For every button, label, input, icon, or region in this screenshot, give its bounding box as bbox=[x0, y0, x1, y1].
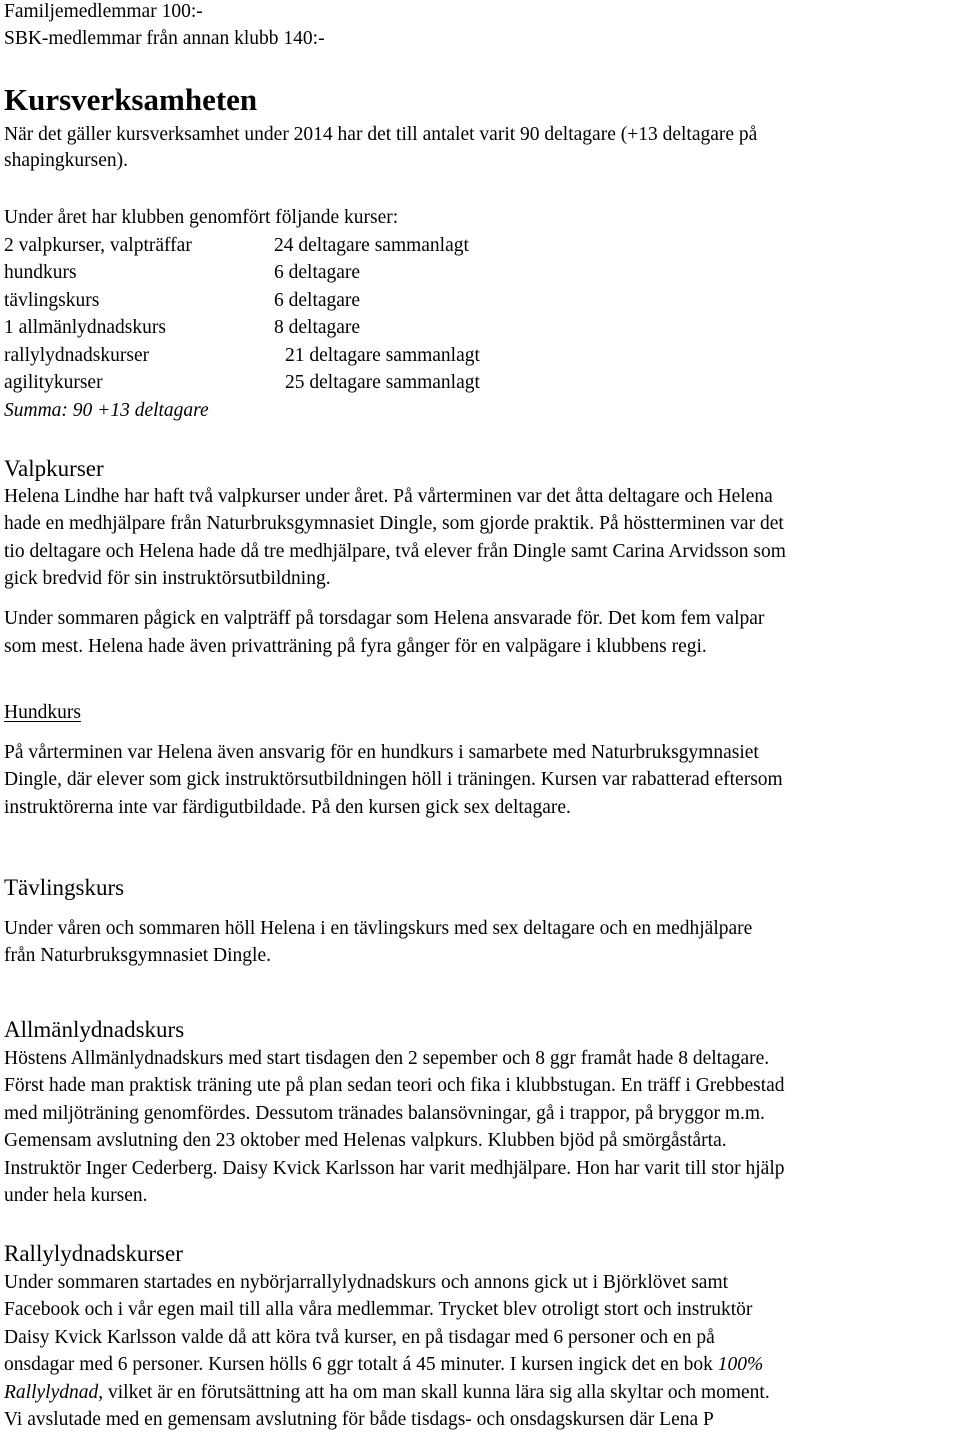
paragraph-line: Instruktör Inger Cederberg. Daisy Kvick Karlsson har varit medhjälpare. Hon har varit till stor hjälp bbox=[4, 1158, 785, 1179]
paragraph-line: Vi avslutade med en gemensam avslutning för både tisdags- och onsdagskursen där Lena P bbox=[4, 1409, 714, 1430]
course-name: 1 allmänlydnadskurs bbox=[4, 317, 166, 338]
paragraph-line: Först hade man praktisk träning ute på plan sedan teori och fika i klubbstugan. En träff i Grebbestad bbox=[4, 1075, 785, 1096]
paragraph-line: som mest. Helena hade även privatträning på fyra gånger för en valpägare i klubbens regi. bbox=[4, 636, 707, 657]
section-heading: Rallylydnadskurser bbox=[4, 1241, 183, 1266]
paragraph-text: , vilket är en förutsättning att ha om man skall kunna lära sig alla skyltar och moment. bbox=[98, 1382, 770, 1403]
book-title-part: 100% bbox=[717, 1354, 764, 1375]
section-heading: Tävlingskurs bbox=[4, 875, 125, 900]
course-row bbox=[4, 236, 956, 256]
paragraph-line: från Naturbruksgymnasiet Dingle. bbox=[4, 945, 271, 966]
course-name: hundkurs bbox=[4, 262, 77, 283]
fee-line: SBK-medlemmar från annan klubb 140:- bbox=[4, 28, 325, 49]
paragraph-line: Gemensam avslutning den 23 oktober med Helenas valpkurs. Klubben bjöd på smörgåstårta. bbox=[4, 1130, 727, 1151]
paragraph-line: Daisy Kvick Karlsson valde då att köra två kurser, en på tisdagar med 6 personer och en på bbox=[4, 1327, 715, 1348]
paragraph-line bbox=[4, 1355, 763, 1375]
course-row bbox=[4, 291, 956, 311]
course-name: agilitykurser bbox=[4, 372, 103, 393]
paragraph-line: instruktörerna inte var färdigutbildade. På den kursen gick sex deltagare. bbox=[4, 797, 571, 818]
course-count: 8 deltagare bbox=[274, 317, 361, 338]
course-name: rallylydnadskurser bbox=[4, 345, 150, 366]
course-row bbox=[4, 346, 956, 366]
paragraph-line: Under sommaren startades en nybörjarrallylydnadskurs och annons gick ut i Björklövet samt bbox=[4, 1272, 729, 1293]
course-name: 2 valpkurser, valpträffar bbox=[4, 235, 192, 256]
section-heading: Hundkurs bbox=[4, 702, 81, 723]
course-summary: Summa: 90 +13 deltagare bbox=[4, 400, 209, 421]
paragraph-line bbox=[4, 1383, 770, 1403]
paragraph-line: Under sommaren pågick en valpträff på torsdagar som Helena ansvarade för. Det kom fem valpar bbox=[4, 608, 765, 629]
course-count: 6 deltagare bbox=[274, 262, 361, 283]
course-count: 21 deltagare sammanlagt bbox=[285, 345, 480, 366]
course-row bbox=[4, 373, 956, 393]
course-count: 6 deltagare bbox=[274, 290, 361, 311]
paragraph-line: När det gäller kursverksamhet under 2014 har det till antalet varit 90 deltagare (+13 deltagare på bbox=[4, 124, 758, 145]
section-heading: Kursverksamheten bbox=[4, 82, 258, 117]
paragraph-line: Under våren och sommaren höll Helena i en tävlingskurs med sex deltagare och en medhjälpare bbox=[4, 918, 753, 939]
section-heading: Allmänlydnadskurs bbox=[4, 1017, 185, 1042]
section-heading: Valpkurser bbox=[4, 456, 104, 481]
course-count: 24 deltagare sammanlagt bbox=[274, 235, 469, 256]
paragraph-line: hade en medhjälpare från Naturbruksgymnasiet Dingle, som gjorde praktik. På höstterminen var det bbox=[4, 513, 784, 534]
course-name: tävlingskurs bbox=[4, 290, 100, 311]
paragraph-line: På vårterminen var Helena även ansvarig för en hundkurs i samarbete med Naturbruksgymnasiet bbox=[4, 742, 759, 763]
paragraph-line: shapingkursen). bbox=[4, 150, 129, 171]
course-row bbox=[4, 318, 956, 338]
course-row bbox=[4, 263, 956, 283]
paragraph-line: under hela kursen. bbox=[4, 1185, 148, 1206]
paragraph-line: Helena Lindhe har haft två valpkurser under året. På vårterminen var det åtta deltagare och Helena bbox=[4, 486, 773, 507]
fee-line: Familjemedlemmar 100:- bbox=[4, 1, 203, 22]
paragraph-line: med miljöträning genomfördes. Dessutom tränades balansövningar, gå i trappor, på bryggor m.m. bbox=[4, 1103, 765, 1124]
paragraph-line: Facebook och i vår egen mail till alla våra medlemmar. Trycket blev otroligt stort och instruktör bbox=[4, 1299, 753, 1320]
paragraph-line: Dingle, där elever som gick instruktörsutbildningen höll i träningen. Kursen var rabatterad eftersom bbox=[4, 769, 783, 790]
paragraph-line: tio deltagare och Helena hade då tre medhjälpare, två elever från Dingle samt Carina Arvidsson som bbox=[4, 541, 786, 562]
book-title-part: Rallylydnad bbox=[4, 1382, 99, 1403]
course-count: 25 deltagare sammanlagt bbox=[285, 372, 480, 393]
paragraph-line: Under året har klubben genomfört följande kurser: bbox=[4, 207, 399, 228]
paragraph-text: onsdagar med 6 personer. Kursen hölls 6 ggr totalt á 45 minuter. I kursen ingick det en bok bbox=[4, 1354, 713, 1375]
paragraph-line: gick bredvid för sin instruktörsutbildning. bbox=[4, 568, 331, 589]
paragraph-line: Höstens Allmänlydnadskurs med start tisdagen den 2 sepember och 8 ggr framåt hade 8 deltagare. bbox=[4, 1048, 770, 1069]
